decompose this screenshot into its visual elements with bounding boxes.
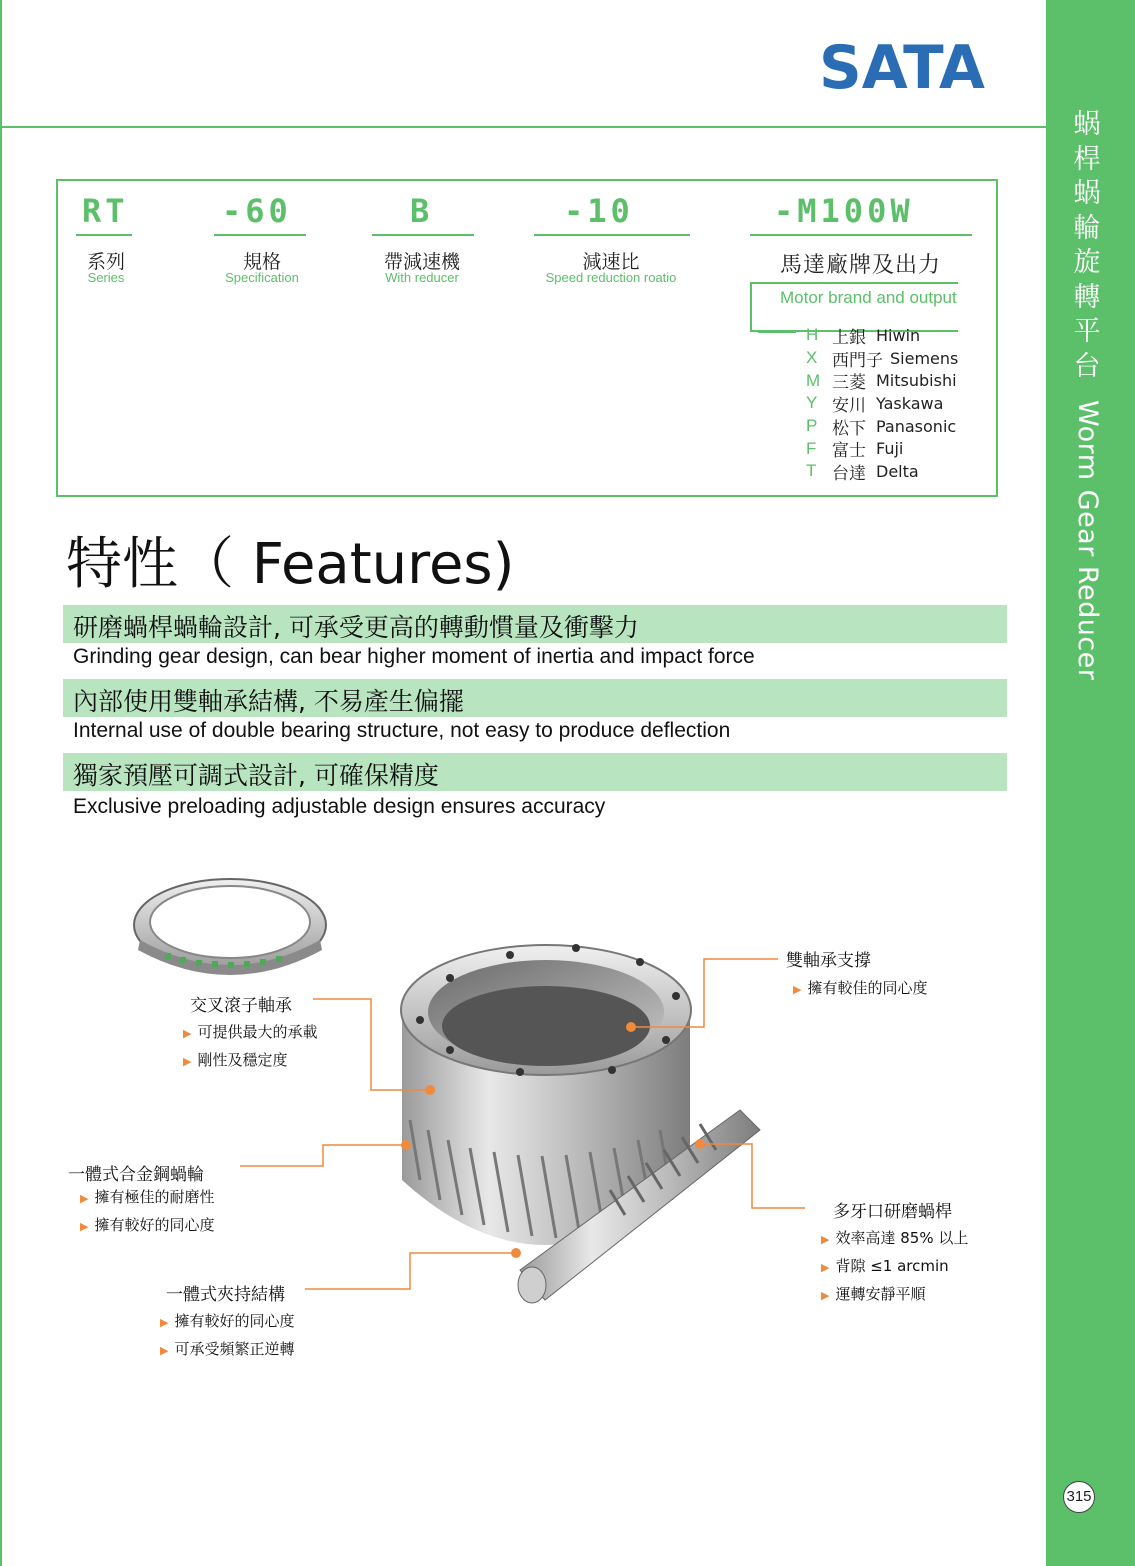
- brand-letter: Y: [806, 393, 818, 413]
- triangle-bullet-icon: ▶: [183, 1055, 192, 1068]
- annotation-double-bearing-title: 雙軸承支撐: [786, 951, 871, 971]
- annotation-item: [793, 977, 927, 998]
- motor-brand-title-en: Motor brand and output: [780, 288, 957, 307]
- list-item: [806, 324, 976, 347]
- list-item: [806, 369, 976, 392]
- list-item: [806, 460, 976, 483]
- feature-2-zh: 內部使用雙軸承結構, 不易產生偏擺: [73, 687, 464, 716]
- code-underline: [534, 234, 690, 236]
- brand-name-zh: 安川: [832, 395, 866, 416]
- triangle-bullet-icon: ▶: [821, 1261, 830, 1274]
- brand-name-en: Hiwin: [876, 325, 921, 345]
- annotation-text: 擁有較好的同心度: [174, 1312, 295, 1330]
- brand-name-en: Fuji: [876, 439, 904, 459]
- annotation-cross-roller-title: 交叉滾子軸承: [190, 996, 292, 1016]
- motor-brand-list: [806, 324, 976, 483]
- brand-name-zh: 松下: [832, 418, 866, 439]
- feature-3-en: Exclusive preloading adjustable design ensures accuracy: [73, 795, 606, 818]
- motor-brand-title-zh: 馬達廠牌及出力: [780, 253, 942, 278]
- brand-name-zh: 台達: [832, 463, 866, 484]
- code-ratio: -10: [564, 192, 634, 230]
- page-number: 315: [1063, 1481, 1095, 1513]
- brand-letter: T: [806, 461, 817, 481]
- label-ratio-en: Speed reduction roatio: [545, 270, 677, 285]
- brand-name-en: Mitsubishi: [876, 371, 957, 391]
- annotation-item: [80, 1186, 214, 1207]
- label-ratio-zh: 減速比: [582, 251, 640, 273]
- brand-name-zh: 上銀: [832, 327, 866, 348]
- annotation-item: [80, 1214, 214, 1235]
- brand-name-zh: 三菱: [832, 373, 866, 394]
- brand-name-en: Delta: [876, 461, 919, 481]
- brand-name-zh: 富士: [832, 441, 866, 462]
- brand-letter: F: [806, 438, 817, 458]
- code-underline: [372, 234, 474, 236]
- code-series: RT: [82, 192, 129, 230]
- annotation-text: 效率高達 85% 以上: [835, 1229, 969, 1247]
- code-spec: -60: [222, 192, 292, 230]
- triangle-bullet-icon: ▶: [821, 1289, 830, 1302]
- triangle-bullet-icon: ▶: [793, 983, 802, 996]
- side-title-zh: 蜗桿蜗輪旋轉平台: [1073, 109, 1101, 382]
- annotation-clamp-title: 一體式夾持結構: [166, 1285, 285, 1305]
- label-reducer-en: With reducer: [385, 270, 459, 285]
- code-underline: [750, 234, 972, 236]
- cross-roller-bearing: [134, 879, 326, 975]
- annotation-worm-wheel-title: 一體式合金鋼蝸輪: [68, 1165, 204, 1185]
- feature-1-zh: 研磨蝸桿蝸輪設計, 可承受更高的轉動慣量及衝擊力: [73, 613, 639, 642]
- code-underline: [214, 234, 306, 236]
- label-spec-zh: 規格: [242, 251, 281, 273]
- motor-brand-connector: [758, 331, 796, 333]
- brand-letter: P: [806, 416, 818, 436]
- feature-3-zh: 獨家預壓可調式設計, 可確保精度: [73, 761, 439, 790]
- annotation-item: [821, 1227, 968, 1248]
- annotation-item: [160, 1310, 294, 1331]
- brand-name-en: Panasonic: [876, 416, 957, 436]
- triangle-bullet-icon: ▶: [80, 1192, 89, 1205]
- annotation-text: 擁有較佳的同心度: [807, 979, 928, 997]
- sata-logo: [818, 36, 986, 92]
- annotation-item: [821, 1283, 925, 1304]
- triangle-bullet-icon: ▶: [160, 1344, 169, 1357]
- code-reducer: B: [410, 192, 434, 230]
- brand-name-zh: 西門子: [832, 350, 883, 371]
- features-title: 特性（ Features): [66, 532, 515, 597]
- label-spec-en: Specification: [225, 270, 299, 285]
- svg-text:SATA: SATA: [819, 36, 986, 92]
- side-title-en: Worm Gear Reducer: [1072, 400, 1103, 681]
- list-item: [806, 347, 976, 370]
- annotation-text: 擁有較好的同心度: [94, 1216, 215, 1234]
- brand-letter: M: [806, 370, 821, 390]
- annotation-text: 可承受頻繁正逆轉: [174, 1340, 295, 1358]
- annotation-text: 運轉安靜平順: [835, 1285, 926, 1303]
- annotation-text: 可提供最大的承載: [197, 1023, 318, 1041]
- brand-letter: H: [806, 325, 819, 345]
- annotation-worm-title: 多牙口研磨蝸桿: [833, 1202, 952, 1222]
- annotation-item: [183, 1049, 287, 1070]
- code-underline: [76, 234, 132, 236]
- annotation-text: 剛性及穩定度: [197, 1051, 288, 1069]
- label-series-zh: 系列: [86, 251, 125, 273]
- brand-name-en: Siemens: [890, 348, 959, 368]
- list-item: [806, 392, 976, 415]
- triangle-bullet-icon: ▶: [821, 1233, 830, 1246]
- annotation-text: 擁有極佳的耐磨性: [94, 1188, 215, 1206]
- feature-2-en: Internal use of double bearing structure, not easy to produce deflection: [73, 719, 731, 742]
- annotation-item: [821, 1255, 949, 1276]
- brand-name-en: Yaskawa: [876, 393, 944, 413]
- annotation-item: [183, 1021, 317, 1042]
- list-item: [806, 415, 976, 438]
- label-series-en: Series: [87, 270, 125, 285]
- triangle-bullet-icon: ▶: [183, 1027, 192, 1040]
- triangle-bullet-icon: ▶: [80, 1220, 89, 1233]
- list-item: [806, 437, 976, 460]
- triangle-bullet-icon: ▶: [160, 1316, 169, 1329]
- brand-letter: X: [806, 348, 818, 368]
- label-reducer-zh: 帶減速機: [383, 251, 460, 273]
- code-motor: -M100W: [774, 192, 914, 230]
- annotation-item: [160, 1338, 294, 1359]
- header-rule: [0, 126, 1046, 128]
- feature-1-en: Grinding gear design, can bear higher moment of inertia and impact force: [73, 645, 755, 668]
- annotation-text: 背隙 ≤1 arcmin: [835, 1257, 949, 1275]
